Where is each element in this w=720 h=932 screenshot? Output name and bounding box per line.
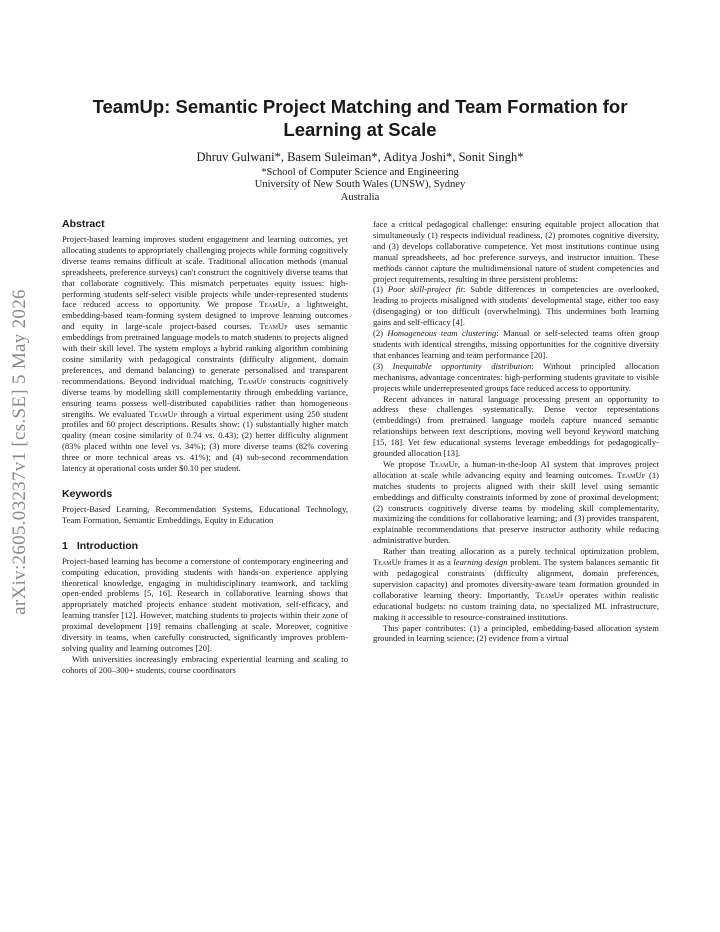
problem-item: (1) Poor skill-project fit: Subtle differences in competencies are overlooked, leading to projects misaligned with students' developmental stage, either too easy (disengaging) or too difficult (overwhelming). This undermines both learning gains and self-efficacy [4]. (373, 284, 660, 328)
left-column (62, 218, 348, 676)
abstract-heading: Abstract (62, 218, 105, 230)
problem-item: (2) Homogeneous team clustering: Manual or self-selected teams often group students with identical strengths, missing opportunities for the cognitive diversity that enhances learning and team performance [20]. (373, 328, 660, 360)
intro-paragraph: With universities increasingly embracing experiential learning and scaling to cohorts of 200–300+ students, course coordinators (62, 653, 348, 675)
body-paragraph: We propose TeamUp, a human-in-the-loop AI system that improves project allocation at scale while advancing equity and learning outcomes. TeamUp (1) matches students to projects aligned with their skill level using semantic embeddings and difficulty constraints informed by zone of proximal development; (2) constructs cognitively diverse teams by modeling skill complementarity, maximizing the conditions for collaborative learning; and (3) provides transparent, explainable recommendations that preserve instructor authority while reducing administrative burden. (373, 458, 660, 546)
affiliation-school: *School of Computer Science and Engineering (261, 167, 459, 178)
introduction-heading: 1 Introduction (62, 539, 139, 552)
teamup-name: TeamUp (259, 299, 288, 310)
right-column (373, 219, 659, 644)
affiliation-university: University of New South Wales (UNSW), Sydney (254, 179, 466, 191)
body-paragraph: Recent advances in natural language processing present an opportunity to address these challenges systematically. Dense vector representations (embeddings) from pretrained language models capture nuanced semantic relationships between text descriptions, moving well beyond keyword matching [15, 18]. Yet few educational systems leverage embeddings for pedagogically-grounded allocation [13]. (373, 393, 659, 459)
body-paragraph: face a critical pedagogical challenge: ensuring equitable project allocation that simultaneously (1) respects individual readiness, (2) promotes cognitive diversity, and (3) develops collaborative competence. Yet most institutions continue using manual spreadsheets, ad hoc preference surveys, and instructor intuition. These methods cannot capture the multidimensional nature of student competencies and project requirements, resulting in three persistent problems: (373, 219, 659, 284)
body-paragraph: Rather than treating allocation as a purely technical optimization problem, TeamUp frames it as a learning design problem. The system balances semantic fit with pedagogical constraints (difficulty alignment, domain preferences, supervision capacity) and promotes diversity-aware team formation grounded in collaborative learning theory. Importantly, TeamUp operates within realistic educational budgets: no custom training data, no specialized ML infrastructure, making it accessible to resource-constrained institutions. (373, 546, 659, 622)
affiliation (60, 167, 660, 204)
author-list: Dhruv Gulwani*, Basem Suleiman*, Aditya Joshi*, Sonit Singh* (196, 150, 524, 164)
paper-title: TeamUp: Semantic Project Matching and Team Formation for Learning at Scale (92, 96, 628, 140)
arxiv-id: arXiv:2605.03237v1 [cs.SE] 5 May 2026 (9, 289, 30, 615)
arxiv-stamp (0, 262, 40, 642)
section-number: 1 (62, 539, 68, 552)
body-paragraph: This paper contributes: (1) a principled, embedding-based allocation system grounded in learning science; (2) evidence from a virtual (373, 622, 659, 644)
intro-paragraph: Project-based learning has become a cornerstone of contemporary engineering and computing education, providing students with hands-on experience applying theoretical knowledge, engaging in multidisciplinary teamwork, and tackling open-ended problems [5, 16]. Research in collaborative learning shows that appropriately matched projects enhance student motivation, self-efficacy, and learning transfer [12]. However, matching students to projects within their zone of proximal development [19] remains challenging at scale. Moreover, cognitive diversity in teams, when carefully constructed, significantly improves problem-solving quality and learning outcomes [20]. (62, 555, 348, 653)
affiliation-country: Australia (340, 191, 380, 203)
keywords-heading: Keywords (62, 487, 113, 500)
abstract-text: Project-based learning improves student engagement and learning outcomes, yet allocating students to appropriately challenging projects while forming cognitively diverse teams remains difficult at scale. Traditional allocation methods (manual spreadsheets, preference surveys) can't construct the cognitively diverse teams that that collaborate cognitively. This mismatch perpetuates equity issues: high-performing students self-select visible projects while under-represented students face reduced access to opportunity. We propose TeamUp, a lightweight, embedding-based team-forming system designed to improve learning outcomes and equity in large-scale project-based courses. TeamUp uses semantic embeddings from pretrained language models to match students to projects aligned with their skill level. The system employs a hybrid ranking algorithm combining cosine similarity with pedagogical constraints (difficulty alignment, domain preferences, and demand balancing) to generate personalised and transparent recommendations. Beyond individual matching, TeamUp constructs cognitively diverse teams by modelling skill complementarity through embedding variance, ensuring teams possess well-distributed capabilities rather than homogeneous strengths. We evaluated TeamUp through a virtual experiment using 250 student profiles and 60 project descriptions. Results show: (1) substantially higher match quality (mean cosine similarity of 0.74 vs. 0.43); (2) better difficulty alignment (83% placed within one level vs. 34%); (3) more diverse teams (82% covering three or more technical areas vs. 41%); and (4) sub-second recommendation latency at operational costs under $0.10 per student. (62, 234, 349, 474)
problem-item: (3) Inequitable opportunity distribution: Without principled allocation mechanisms, advantage concentrates: high-performing students gravitate to visible projects while underrepresented groups face reduced access to opportunity. (373, 360, 660, 393)
keywords-text: Project-Based Learning, Recommendation Systems, Educational Technology, Team Formation, Semantic Embeddings, Equity in Education (62, 503, 348, 525)
